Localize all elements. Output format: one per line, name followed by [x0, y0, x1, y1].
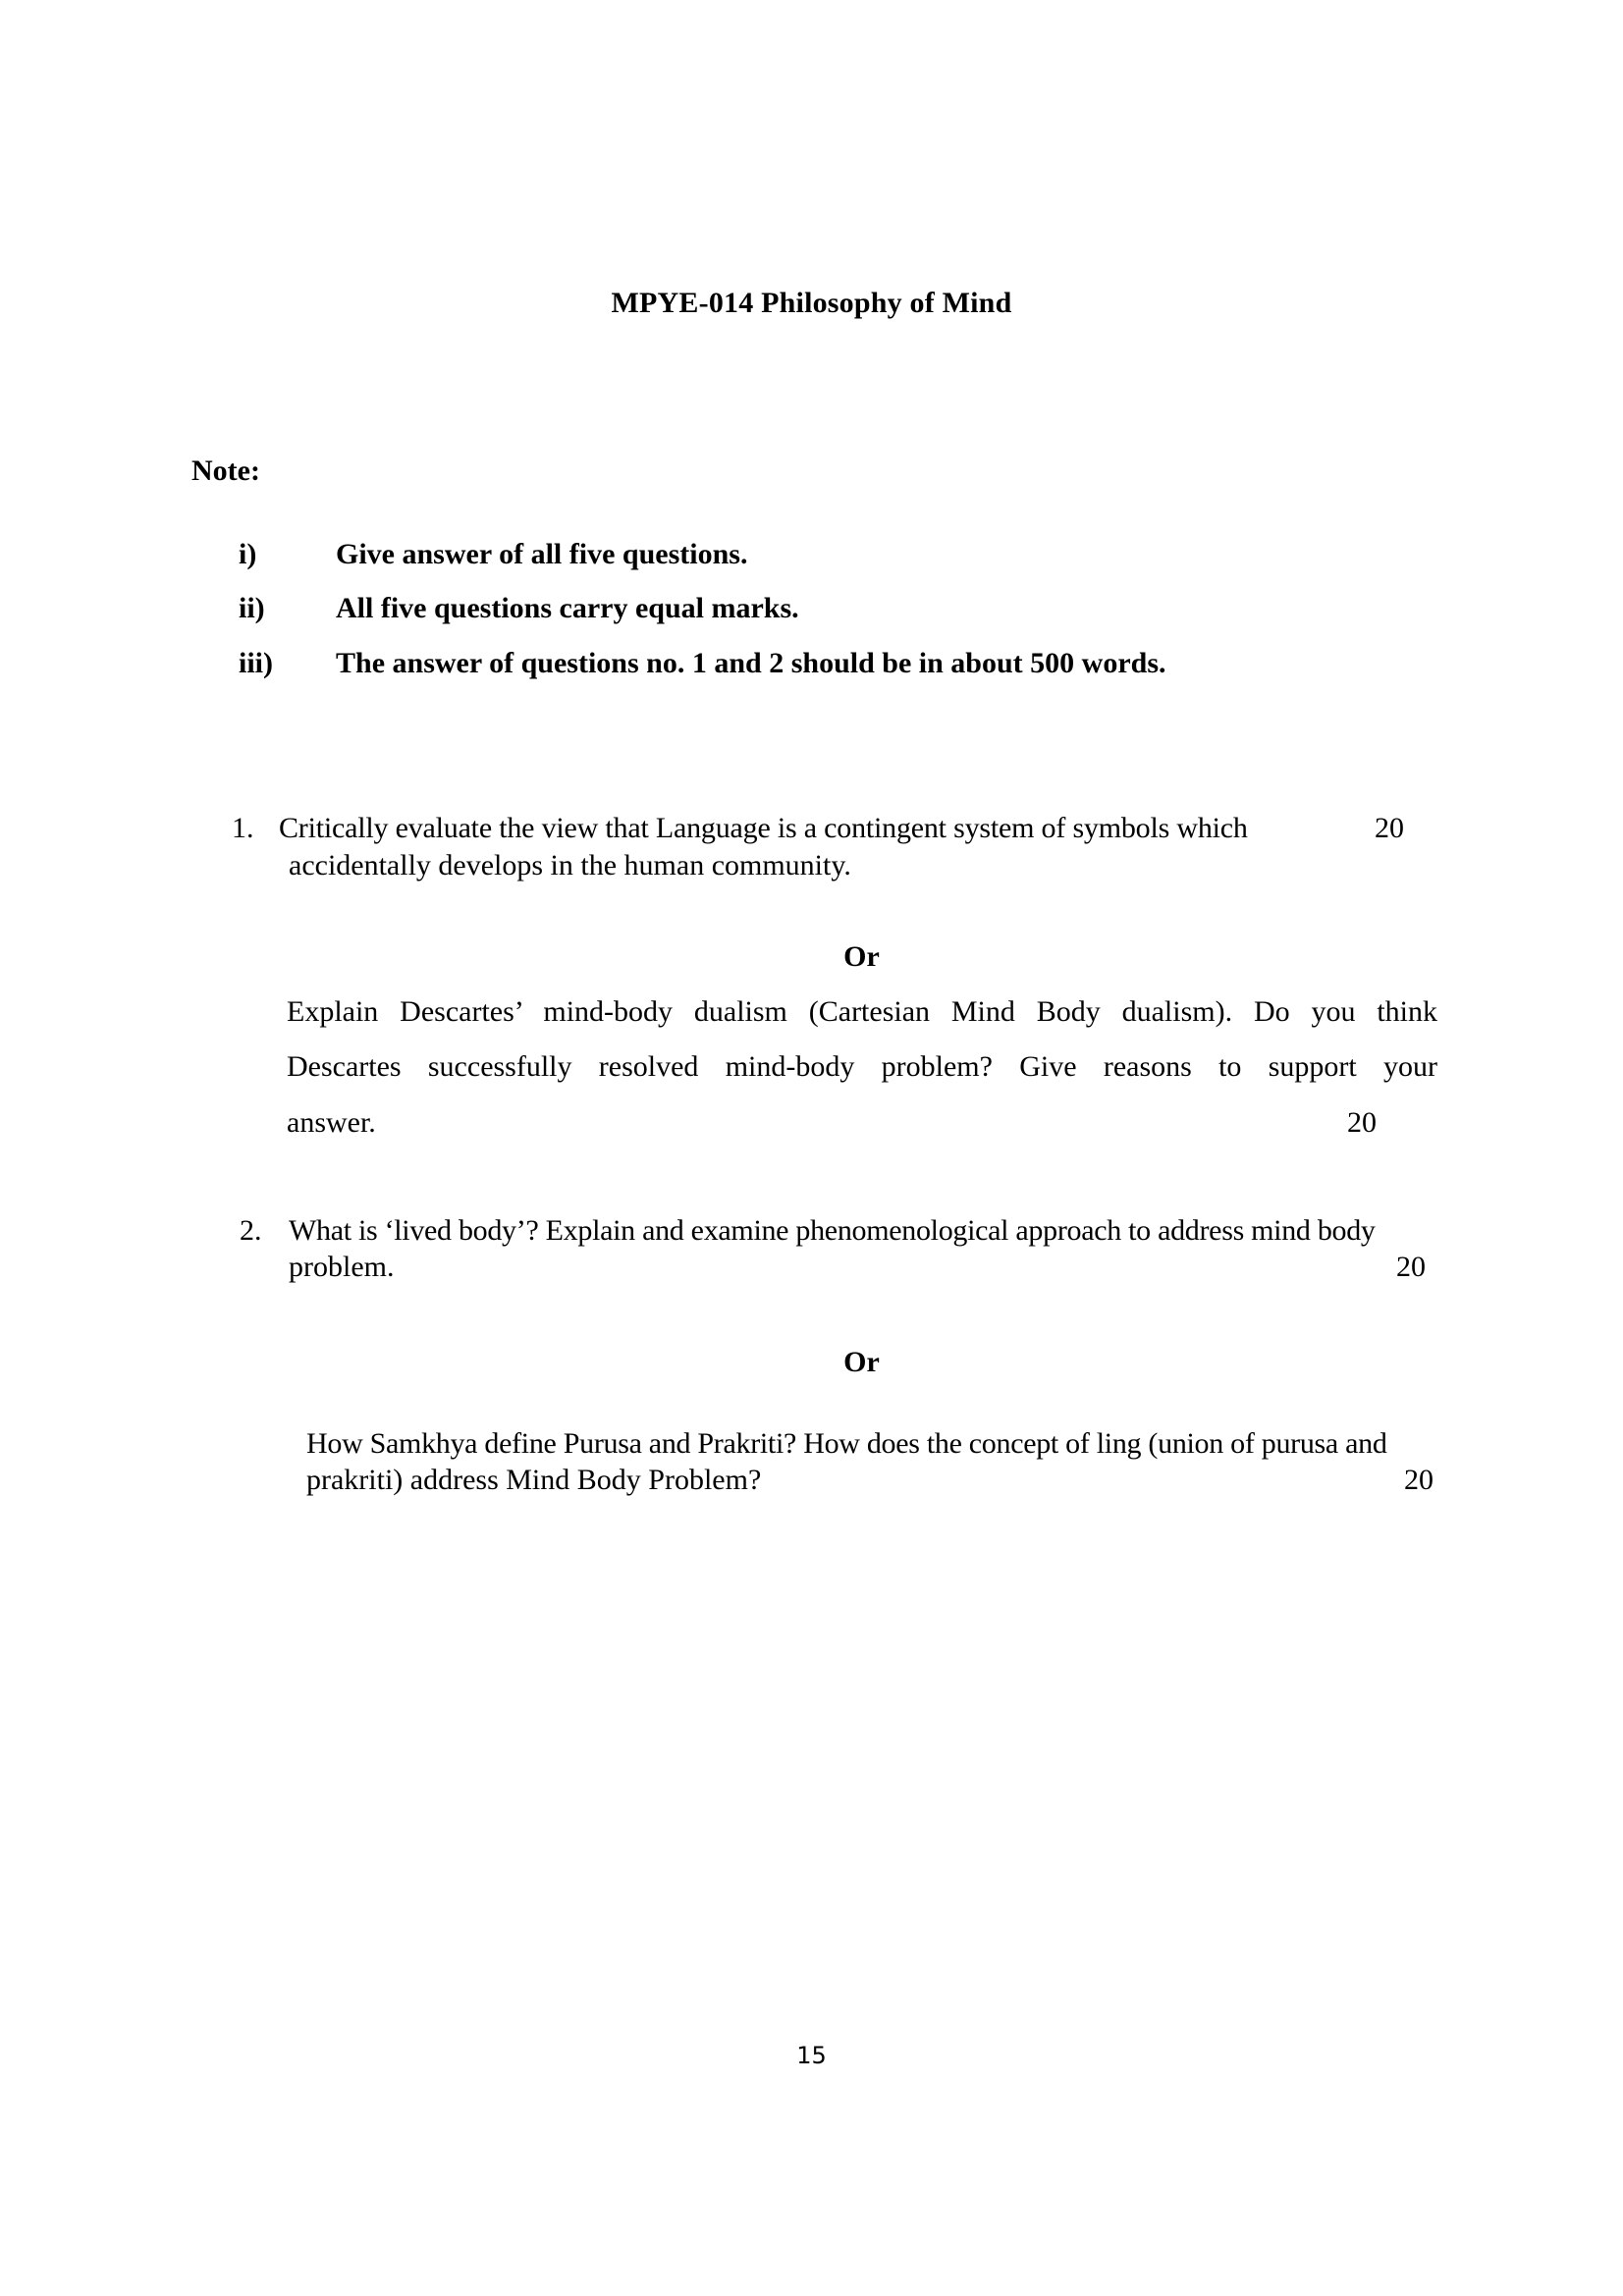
note-item-number: ii) [239, 592, 265, 624]
alternative-text-line: How Samkhya define Purusa and Prakriti? How does the concept of ling (union of purusa and [306, 1427, 1387, 1460]
note-item-text: The answer of questions no. 1 and 2 should be in about 500 words. [336, 647, 1166, 679]
alternative-text-line: answer. [287, 1106, 376, 1139]
note-item-number: iii) [239, 647, 273, 679]
or-separator: Or [843, 1346, 880, 1378]
note-label: Note: [191, 454, 260, 487]
question-text-line: accidentally develops in the human community. [289, 849, 851, 881]
question-text-line: What is ‘lived body’? Explain and examine phenomenological approach to address mind body [289, 1214, 1376, 1247]
alternative-marks: 20 [1404, 1464, 1434, 1496]
alternative-marks: 20 [1347, 1106, 1377, 1139]
alternative-text-line: prakriti) address Mind Body Problem? [306, 1464, 762, 1496]
note-item-text: All five questions carry equal marks. [336, 592, 799, 624]
question-text-line: Critically evaluate the view that Language is a contingent system of symbols which [279, 812, 1248, 844]
question-number: 1. [232, 812, 254, 844]
question-text-line: problem. [289, 1251, 395, 1283]
alternative-text-line: Explain Descartes’ mind-body dualism (Cartesian Mind Body dualism). Do you think [287, 995, 1437, 1028]
alternative-text-line: Descartes successfully resolved mind-body problem? Give reasons to support your [287, 1050, 1437, 1083]
or-separator: Or [843, 940, 880, 973]
question-marks: 20 [1375, 812, 1404, 844]
note-item-text: Give answer of all five questions. [336, 538, 748, 570]
page-number: 15 [796, 2042, 827, 2069]
question-number: 2. [240, 1214, 262, 1247]
question-marks: 20 [1396, 1251, 1426, 1283]
note-item-number: i) [239, 538, 257, 570]
paper-title: MPYE-014 Philosophy of Mind [611, 287, 1012, 319]
